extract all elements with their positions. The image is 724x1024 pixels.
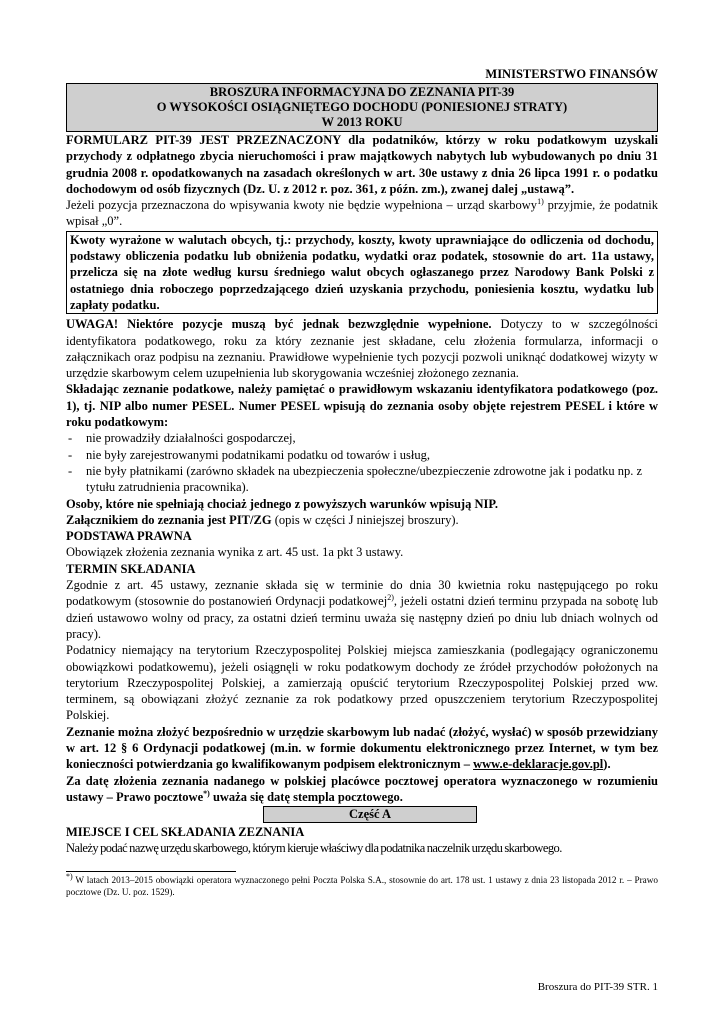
- deadline-p3-text: Zeznanie można złożyć bezpośrednio w urzędzie skarbowym lub nadać (złożyć, wysłać) w sposób przewidziany w art. 12 § 6 Ordynacji podatkowej (m.in. w formie dokumentu elektronicznego przez Internet, w tym bez konieczności potwierdzania go kwalifikowanym podpisem elektronicznym –: [66, 724, 658, 772]
- uwaga-text: Dotyczy to w szczególności identyfikatora podatkowego, roku za który zeznanie jest składane, celu złożenia formularza, informacji o załącznikach oraz podpisu na zeznaniu. Prawidłowe wypełnienie tych pozycji pozwoli uniknąć dodatkowej wizyty w urzędzie skarbowym celem uzupełnienia lub skorygowania wcześniej złożonego zeznania.: [66, 317, 659, 381]
- attachment-text: (opis w części J niniejszej broszury).: [271, 512, 459, 527]
- list-item: [66, 430, 658, 446]
- footnote-divider: [66, 871, 236, 872]
- empty-field-note-a: Jeżeli pozycja przeznaczona do wpisywania kwoty nie będzie wypełniona – urząd skarbowy: [66, 198, 538, 213]
- deadline-p3-end: ).: [603, 757, 611, 772]
- ministry-header: MINISTERSTWO FINANSÓW: [485, 67, 658, 81]
- nip-note: Osoby, które nie spełniają chociaż jednego z powyższych warunków wpisują NIP.: [66, 496, 498, 511]
- deadline-p4-b: uważa się datę stempla pocztowego.: [209, 789, 403, 804]
- title-box: [66, 83, 658, 132]
- footnote-ref-1: 1): [537, 197, 544, 207]
- title-line-1: BROSZURA INFORMACYJNA DO ZEZNANIA PIT-39: [209, 85, 515, 99]
- attachment-paragraph: [66, 512, 658, 528]
- dash-bullet: -: [68, 431, 73, 446]
- empty-field-note-b: przyjmie, że podatnik wpisał „0”.: [66, 198, 658, 229]
- footnote-ref-star: *): [203, 788, 210, 798]
- legal-basis-text: Obowiązek złożenia zeznania wynika z art. 45 ust. 1a pkt 3 ustawy.: [66, 545, 404, 560]
- dash-bullet: -: [68, 447, 73, 462]
- identifier-list: [66, 430, 658, 495]
- uwaga-paragraph: [66, 316, 658, 381]
- footnote-text: W latach 2013–2015 obowiązki operatora wyznaczonego pełni Poczta Polska S.A., stosownie do art. 178 ust. 1 ustawy z dnia 23 listopada 2012 r. – Prawo pocztowe (Dz. U. poz. 1529).: [66, 875, 658, 898]
- intro-paragraph: FORMULARZ PIT-39 JEST PRZEZNACZONY dla podatników, którzy w roku podatkowym uzyskali przychody z odpłatnego zbycia nieruchomości i praw majątkowych nabytych lub wybudowanych po dniu 31 grudnia 2008 r. opodatkowanych na zasadach określonych w art. 30e ustawy z dnia 26 lipca 1991 r. o podatku dochodowym od osób fizycznych (Dz. U. z 2012 r. poz. 361, z późn. zm.), zwanej dalej „ustawą”.: [66, 133, 658, 196]
- deadline-p1-b: , jeżeli ostatni dzień terminu przypada na sobotę lub dzień ustawowo wolny od pracy, za ostatni dzień terminu uważa się następny dzień po dniu lub dniach wolnych od pracy).: [66, 594, 658, 641]
- deadline-paragraph-4: [66, 773, 658, 806]
- deadline-heading: TERMIN SKŁADANIA: [66, 561, 196, 576]
- document-page: [66, 66, 658, 898]
- title-line-3: W 2013 ROKU: [321, 115, 403, 129]
- deadline-paragraph-2: Podatnicy niemający na terytorium Rzeczypospolitej Polskiej miejsca zamieszkania (podlegający ograniczonemu obowiązkowi podatkowemu), jeżeli osiągnęli w roku podatkowym dochody ze źródeł przychodów położonych na terytorium Rzeczypospolitej Polskiej, a zamierzają opuścić terytorium Rzeczypospolitej Polskiej przed ww. terminem, są obowiązani złożyć zeznanie za rok podatkowy przed opuszczeniem terytorium Rzeczypospolitej Polskiej.: [66, 643, 658, 723]
- e-deklaracje-link[interactable]: www.e-deklaracje.gov.pl: [473, 757, 604, 772]
- list-item: [66, 463, 658, 496]
- identifier-paragraph: Składając zeznanie podatkowe, należy pamiętać o prawidłowym wskazaniu identyfikatora podatkowego (poz. 1), tj. NIP albo numer PESEL. Numer PESEL wpisują do zeznania osoby objęte rejestrem PESEL i które w roku podatkowym:: [66, 382, 658, 430]
- currency-box-text: Kwoty wyrażone w walutach obcych, tj.: przychody, koszty, kwoty uprawniające do odliczenia od dochodu, podstawy obliczenia podatku lub obniżenia podatku, wydatki oraz podatek, stosownie do art. 11a ustawy, przelicza się na złote według kursu średniego walut obcych ogłaszanego przez Narodowy Bank Polski z ostatniego dnia roboczego poprzedzającego dzień uzyskania przychodu, poniesienia kosztu, wydatku lub zapłaty podatku.: [70, 232, 654, 312]
- deadline-p1-a: Zgodnie z art. 45 ustawy, zeznanie składa się w terminie do dnia 30 kwietnia roku następującego po roku podatkowym (stosownie do postanowień Ordynacji podatkowej: [66, 578, 658, 609]
- deadline-p4-a: Za datę złożenia zeznania nadanego w polskiej placówce pocztowej operatora wyznaczonego w rozumieniu ustawy – Prawo pocztowe: [66, 773, 658, 804]
- part-a-text: Należy podać nazwę urzędu skarbowego, którym kieruje właściwy dla podatnika naczelnik urzędu skarbowego.: [66, 841, 562, 856]
- dash-bullet: -: [68, 463, 73, 478]
- part-a-heading: MIEJSCE I CEL SKŁADANIA ZEZNANIA: [66, 825, 305, 840]
- attachment-bold: Załącznikiem do zeznania jest PIT/ZG: [66, 512, 272, 527]
- title-line-2: O WYSOKOŚCI OSIĄGNIĘTEGO DOCHODU (PONIESIONEJ STRATY): [156, 100, 568, 114]
- footnote: [66, 874, 658, 898]
- legal-basis-heading: PODSTAWA PRAWNA: [66, 529, 192, 544]
- list-item-text: nie prowadziły działalności gospodarczej,: [86, 431, 296, 446]
- page-footer: Broszura do PIT-39 STR. 1: [537, 981, 658, 993]
- uwaga-bold: UWAGA! Niektóre pozycje muszą być jednak bezwzględnie wypełnione.: [66, 317, 492, 332]
- deadline-paragraph-1: [66, 577, 658, 642]
- footnote-mark: *): [66, 872, 73, 882]
- list-item-text: nie były płatnikami (zarówno składek na ubezpieczenia społeczne/ubezpieczenie zdrowotne jak i podatku np. z tytułu zatrudnienia pracownika).: [86, 463, 643, 495]
- deadline-paragraph-3: [66, 724, 658, 773]
- list-item: [66, 447, 658, 463]
- empty-field-note: [66, 197, 658, 230]
- footnote-ref-2: 2): [387, 593, 394, 603]
- part-a-label: Część A: [263, 806, 477, 823]
- list-item-text: nie były zarejestrowanymi podatnikami podatku od towarów i usług,: [86, 447, 431, 462]
- currency-box: [66, 231, 658, 314]
